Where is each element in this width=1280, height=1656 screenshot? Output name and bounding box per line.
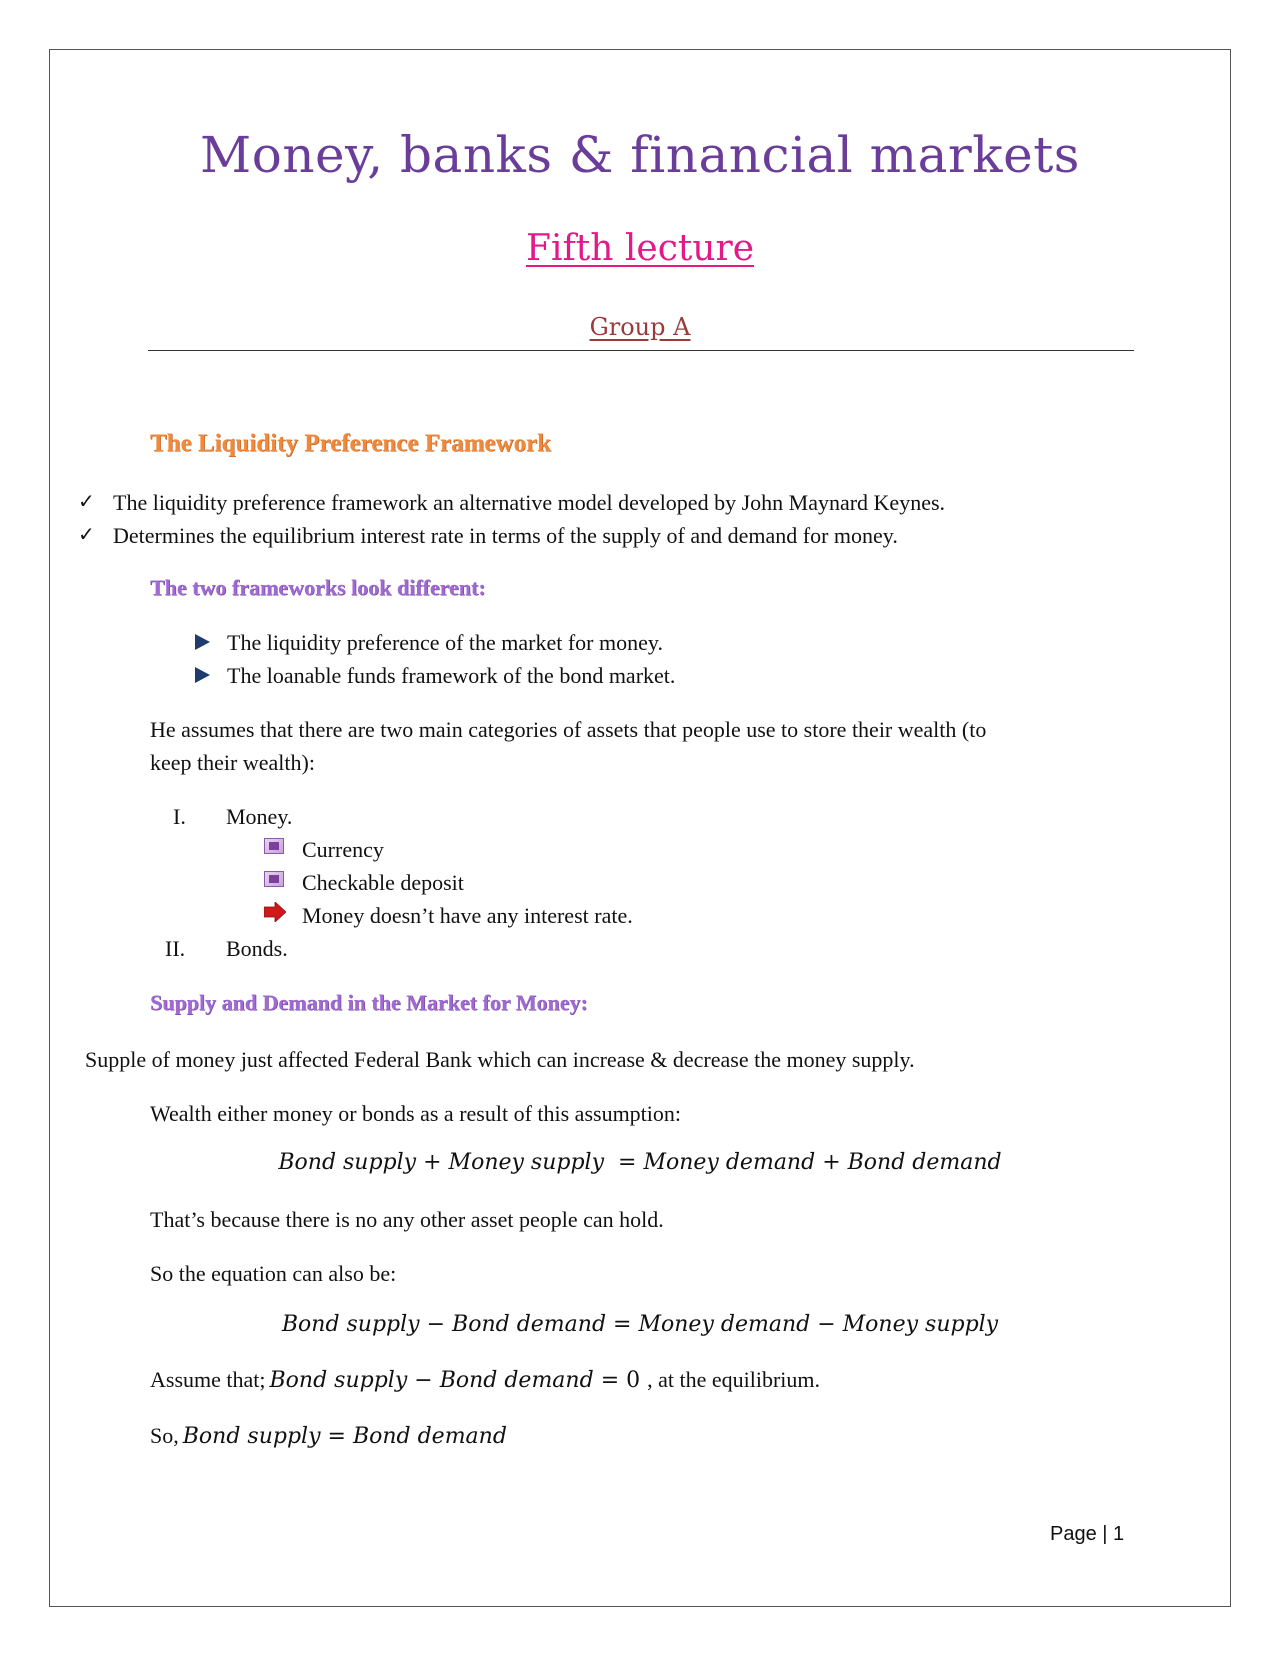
group-label: Group A [589,313,691,341]
equation-1 [0,1150,1280,1175]
so-eq [183,1424,507,1449]
so-eq-equals: = [327,1424,346,1449]
eq1-op-2: + [822,1150,841,1175]
assume-eq-op: − [414,1368,433,1393]
eq1-equals: = [618,1150,637,1175]
square-bullet-icon [264,838,284,854]
eq2-term-a: Bond supply [281,1312,420,1337]
triangle-bullet-icon [195,667,210,683]
page-number: Page | 1 [1050,1523,1125,1545]
category-label-money: Money. [226,804,293,829]
so-eq-a: Bond supply [182,1424,321,1449]
eq2-term-b: Bond demand [452,1312,607,1337]
assume-eq-zero: 0 [626,1368,641,1393]
framework-item-1: The liquidity preference of the market for money. [227,630,663,655]
title-divider [148,350,1134,351]
eq1-op-1: + [423,1150,442,1175]
supply-text: Supple of money just affected Federal Bank which can increase & decrease the money supply. [85,1047,915,1072]
wealth-text: Wealth either money or bonds as a result of this assumption: [150,1101,682,1126]
check-item-1: The liquidity preference framework an alternative model developed by John Maynard Keynes. [113,490,946,515]
equation-2 [0,1312,1280,1337]
category-numeral-1: I. [173,804,186,829]
category-numeral-2: II. [165,936,186,961]
assumption-line-2: keep their wealth): [150,750,315,775]
eq1-term-a: Bond supply [278,1150,417,1175]
assumption-line-1: He assumes that there are two main categories of assets that people use to store their wealth (to [150,717,987,742]
eq1-term-c: Money demand [643,1150,816,1175]
so-equation-text: So the equation can also be: [150,1261,397,1286]
document-subtitle: Fifth lecture [525,228,755,269]
money-item-checkable: Checkable deposit [302,870,464,895]
triangle-bullet-icon [195,634,210,650]
assume-eq-b: Bond demand [439,1368,594,1393]
eq2-term-c: Money demand [638,1312,811,1337]
assume-line [150,1363,820,1396]
square-bullet-icon [264,871,284,887]
money-item-currency: Currency [302,837,384,862]
document-title: Money, banks & financial markets [200,126,1080,184]
eq2-equals: = [613,1312,632,1337]
because-text: That’s because there is no any other asset people can hold. [150,1207,664,1232]
eq1-term-d: Bond demand [847,1150,1002,1175]
assume-eq-a: Bond supply [269,1368,408,1393]
check-icon: ✓ [78,522,95,546]
liquidity-heading: The Liquidity Preference Framework [150,430,552,457]
eq1-term-b: Money supply [448,1150,605,1175]
framework-item-2: The loanable funds framework of the bond market. [227,663,676,688]
eq2-op-2: − [817,1312,836,1337]
eq2-term-d: Money supply [842,1312,999,1337]
red-arrow-icon [264,902,286,922]
assume-prefix: Assume that; [150,1367,266,1392]
supply-demand-heading: Supply and Demand in the Market for Money: [150,990,588,1015]
assume-eq [270,1368,648,1393]
money-item-no-interest: Money doesn’t have any interest rate. [302,903,633,928]
so-eq-b: Bond demand [352,1424,507,1449]
so-prefix: So, [150,1423,179,1448]
category-label-bonds: Bonds. [226,936,288,961]
assume-eq-equals: = [600,1368,620,1393]
assume-suffix: , at the equilibrium. [647,1367,821,1392]
check-item-2: Determines the equilibrium interest rate in terms of the supply of and demand for money. [113,523,898,548]
check-icon: ✓ [78,489,95,513]
eq2-op-1: − [426,1312,446,1337]
frameworks-heading: The two frameworks look different: [150,575,486,600]
so-line [150,1419,507,1452]
